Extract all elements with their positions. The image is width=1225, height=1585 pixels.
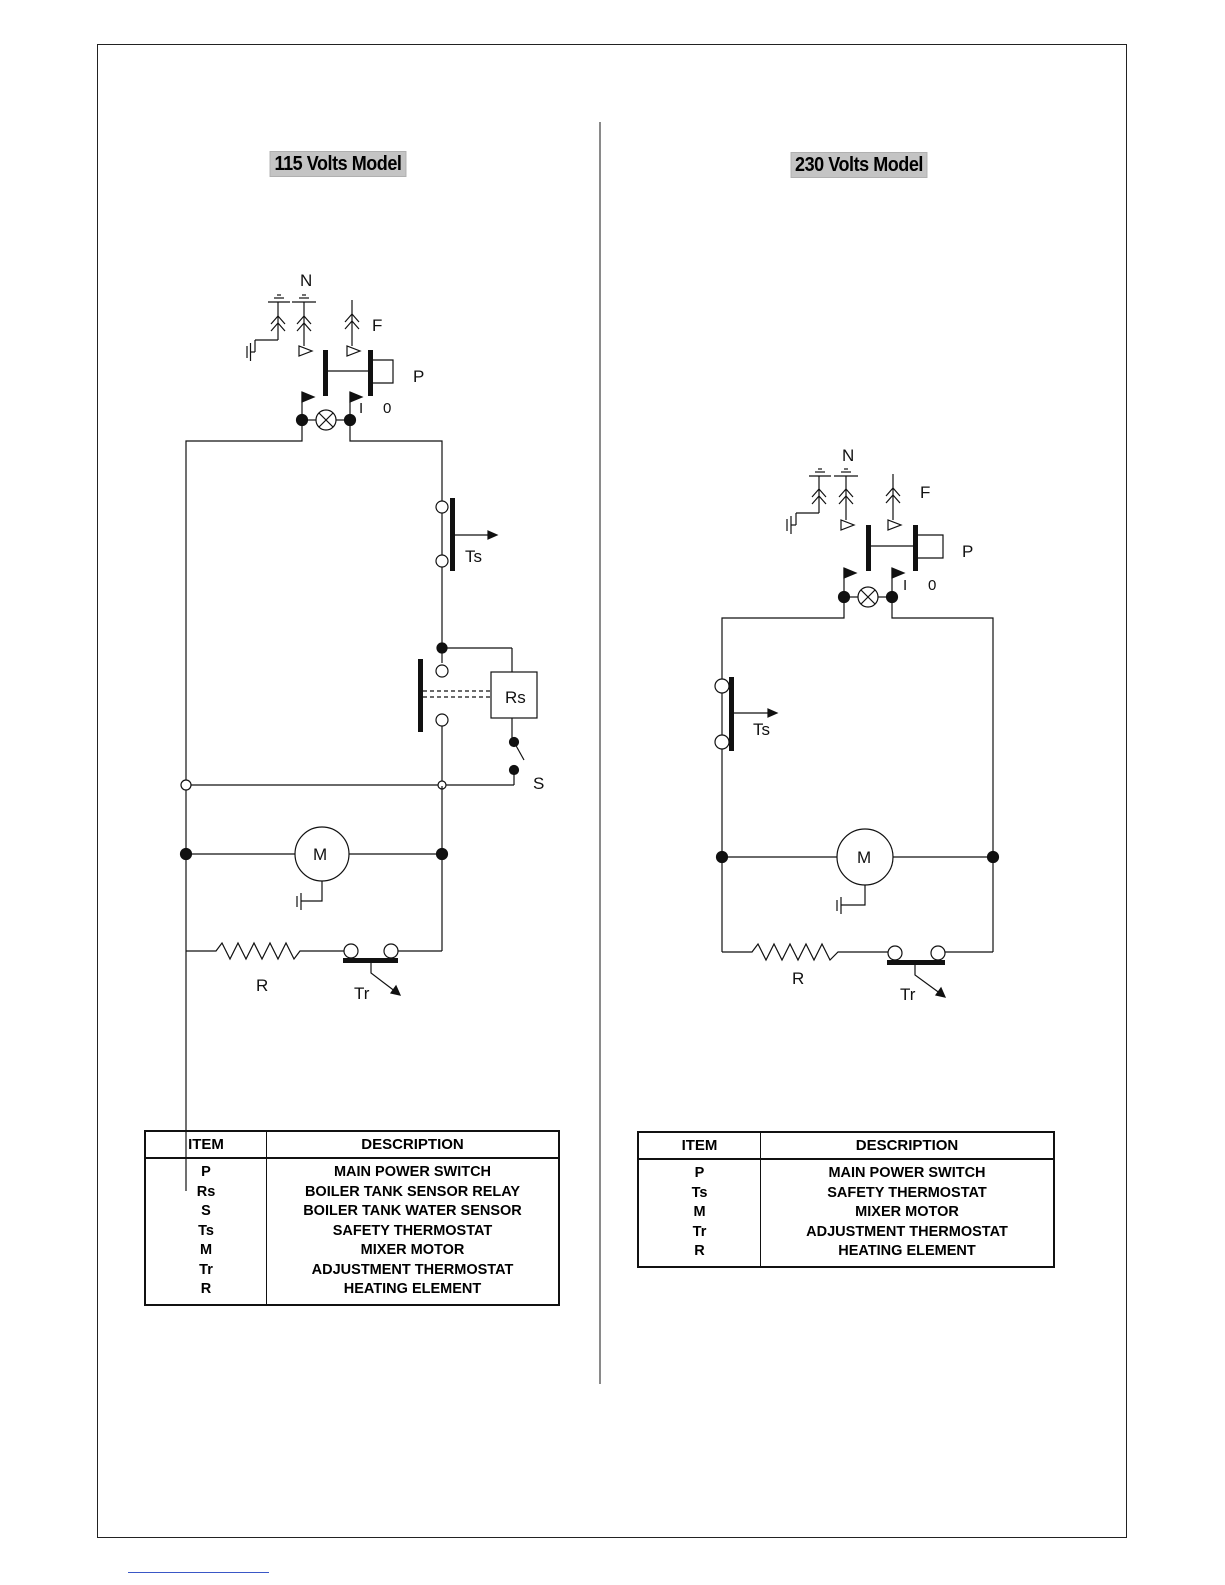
label-r-230v: R — [792, 969, 805, 988]
legend-row — [638, 1159, 1054, 1184]
label-tr-115v: Tr — [354, 984, 370, 1003]
legend-description: BOILER TANK WATER SENSOR — [303, 1203, 522, 1220]
legend-item: Tr — [145, 1261, 267, 1281]
legend-description: MIXER MOTOR — [855, 1204, 959, 1221]
legend-description: SAFETY THERMOSTAT — [827, 1184, 987, 1201]
legend-row — [145, 1183, 559, 1203]
label-p-230v: P — [962, 542, 974, 561]
legend-description: MIXER MOTOR — [360, 1242, 465, 1259]
legend-row — [145, 1261, 559, 1281]
legend-row — [145, 1202, 559, 1222]
legend-row — [145, 1158, 559, 1183]
mixer-motor-m-115v — [181, 827, 448, 910]
legend-header-description: DESCRIPTION — [267, 1131, 560, 1158]
legend-item: Ts — [145, 1222, 267, 1242]
legend-item: M — [638, 1203, 761, 1223]
label-o-230v: 0 — [928, 577, 937, 594]
legend-item: P — [638, 1159, 761, 1184]
legend-item: P — [145, 1158, 267, 1183]
legend-header-description: DESCRIPTION — [761, 1132, 1055, 1159]
legend-item: Tr — [638, 1223, 761, 1243]
legend-item: S — [145, 1202, 267, 1222]
legend-item: R — [638, 1242, 761, 1267]
label-p-115v: P — [413, 367, 425, 386]
label-n-230v: N — [842, 446, 855, 465]
label-f-230v: F — [920, 483, 931, 502]
label-i-230v: I — [903, 577, 908, 594]
legend-description: SAFETY THERMOSTAT — [332, 1222, 493, 1239]
legend-table-230v — [637, 1131, 1055, 1268]
legend-item: R — [145, 1280, 267, 1305]
label-m-115v: M — [313, 845, 328, 864]
label-s-115v: S — [533, 774, 545, 793]
legend-description: MAIN POWER SWITCH — [828, 1165, 986, 1182]
heating-element-r-115v — [186, 943, 345, 959]
legend-row — [145, 1280, 559, 1305]
legend-item: Rs — [145, 1183, 267, 1203]
water-sensor-s-115v — [510, 738, 525, 786]
legend-row — [145, 1241, 559, 1261]
legend-table-115v — [144, 1130, 560, 1306]
legend-description: BOILER TANK SENSOR RELAY — [304, 1183, 521, 1200]
label-f-115v: F — [372, 316, 383, 335]
label-m-230v: M — [857, 848, 872, 867]
label-ts-230v: Ts — [753, 720, 770, 739]
legend-description: ADJUSTMENT THERMOSTAT — [806, 1223, 1008, 1240]
label-i-115v: I — [359, 400, 364, 417]
legend-description: HEATING ELEMENT — [838, 1243, 976, 1260]
legend-description: MAIN POWER SWITCH — [333, 1164, 492, 1181]
footer-link-underline[interactable] — [128, 1572, 269, 1573]
title-115v-model: 115 Volts Model — [270, 151, 407, 177]
schematic-115v — [181, 271, 545, 1191]
title-230v-model: 230 Volts Model — [791, 152, 928, 178]
label-n-115v: N — [300, 271, 313, 290]
legend-item: Ts — [638, 1184, 761, 1204]
legend-row — [638, 1223, 1054, 1243]
legend-item: M — [145, 1241, 267, 1261]
legend-description: HEATING ELEMENT — [343, 1281, 482, 1298]
legend-row — [145, 1222, 559, 1242]
legend-row — [638, 1242, 1054, 1267]
label-ts-115v: Ts — [465, 547, 482, 566]
legend-row — [638, 1203, 1054, 1223]
legend-description: ADJUSTMENT THERMOSTAT — [311, 1261, 514, 1278]
label-rs-115v: Rs — [505, 688, 526, 707]
safety-thermostat-ts-230v — [715, 677, 777, 751]
mixer-motor-m-230v — [717, 829, 999, 914]
label-r-115v: R — [256, 976, 269, 995]
legend-header-item: ITEM — [638, 1132, 761, 1159]
label-o-115v: 0 — [383, 400, 392, 417]
heating-element-r-230v — [722, 944, 888, 960]
label-tr-230v: Tr — [900, 985, 916, 1004]
legend-row — [638, 1184, 1054, 1204]
schematic-230v — [715, 446, 999, 1004]
legend-header-item: ITEM — [145, 1131, 267, 1158]
sensor-relay-rs-115v — [418, 643, 537, 786]
